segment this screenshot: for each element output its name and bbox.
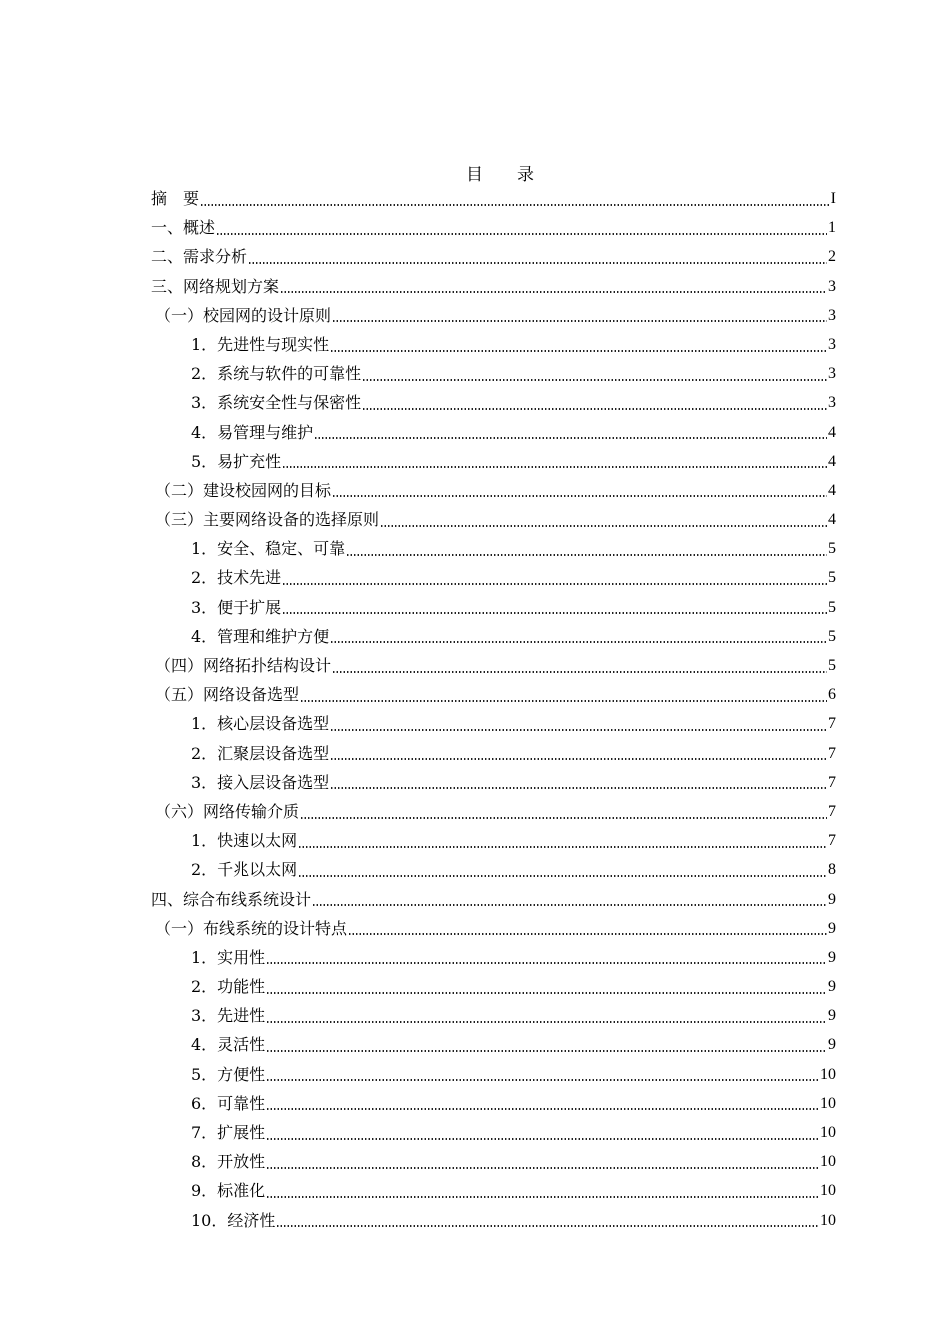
toc-dot-leader [330, 350, 827, 352]
toc-entry-label: 6．可靠性 [191, 1093, 266, 1113]
toc-entry[interactable] [151, 768, 836, 797]
toc-entry-page-number: 1 [828, 219, 836, 237]
toc-entry[interactable] [151, 943, 836, 972]
toc-entry-label: （一）校园网的设计原则 [155, 305, 332, 325]
toc-entry[interactable] [151, 855, 836, 884]
toc-entry-page-number: 9 [828, 890, 836, 908]
toc-entry-label: 2．汇聚层设备选型 [191, 743, 330, 763]
toc-entry[interactable] [151, 826, 836, 855]
toc-entry-label: 三、网络规划方案 [151, 276, 280, 296]
toc-entry-page-number: 5 [828, 569, 836, 587]
toc-dot-leader [276, 1225, 819, 1227]
toc-dot-leader [266, 1196, 819, 1198]
toc-dot-leader [362, 408, 827, 410]
toc-entry[interactable] [151, 563, 836, 592]
toc-entry[interactable] [151, 213, 836, 242]
toc-dot-leader [266, 992, 827, 994]
toc-entry-label: （一）布线系统的设计特点 [155, 918, 348, 938]
toc-dot-leader [266, 1167, 819, 1169]
toc-entry[interactable] [151, 330, 836, 359]
toc-entry-page-number: 5 [828, 540, 836, 558]
toc-entry[interactable] [151, 593, 836, 622]
toc-entry-label: 3．先进性 [191, 1006, 266, 1026]
toc-entry-page-number: 5 [828, 627, 836, 645]
toc-entry-label: 5．方便性 [191, 1064, 266, 1084]
toc-entry-page-number: I [830, 190, 836, 207]
toc-entry[interactable] [151, 797, 836, 826]
toc-entry-page-number: 10 [820, 1153, 836, 1171]
toc-entry[interactable] [151, 242, 836, 271]
toc-entry-label: 5．易扩充性 [191, 451, 282, 471]
toc-dot-leader [312, 904, 827, 906]
toc-entry-label: 1．先进性与现实性 [191, 334, 330, 354]
toc-dot-leader [266, 1108, 819, 1110]
toc-entry-page-number: 8 [828, 861, 836, 879]
toc-entry-page-number: 10 [820, 1211, 836, 1229]
toc-entry-page-number: 6 [828, 686, 836, 704]
toc-entry-label: 9．标准化 [191, 1181, 266, 1201]
toc-entry-label: 1．快速以太网 [191, 831, 298, 851]
toc-entry[interactable] [151, 622, 836, 651]
toc-dot-leader [298, 846, 827, 848]
toc-entry-page-number: 10 [820, 1182, 836, 1200]
toc-dot-leader [362, 379, 827, 381]
toc-entry-label: （二）建设校园网的目标 [155, 480, 332, 500]
toc-entry-page-number: 7 [828, 744, 836, 762]
toc-dot-leader [266, 1050, 827, 1052]
toc-entry[interactable] [151, 272, 836, 301]
toc-entry-page-number: 7 [828, 832, 836, 850]
toc-entry-page-number: 7 [828, 773, 836, 791]
toc-entry[interactable] [151, 301, 836, 330]
toc-entry[interactable] [151, 885, 836, 914]
toc-entry-page-number: 5 [828, 598, 836, 616]
toc-dot-leader [348, 933, 827, 935]
toc-entry-label: 2．技术先进 [191, 568, 282, 588]
toc-entry-label: 3．接入层设备选型 [191, 772, 330, 792]
toc-dot-leader [314, 437, 827, 439]
toc-entry-label: 2．千兆以太网 [191, 860, 298, 880]
toc-dot-leader [332, 495, 827, 497]
toc-entry-page-number: 7 [828, 802, 836, 820]
toc-entry-label: （五）网络设备选型 [155, 685, 300, 705]
toc-entry-label: 1．实用性 [191, 947, 266, 967]
toc-entry-label: 1．安全、稳定、可靠 [191, 539, 346, 559]
toc-entry-label: 二、需求分析 [151, 247, 248, 267]
toc-dot-leader [330, 787, 827, 789]
toc-entry[interactable] [151, 739, 836, 768]
toc-entry[interactable] [151, 418, 836, 447]
toc-entry-page-number: 4 [828, 452, 836, 470]
toc-entry-page-number: 9 [828, 919, 836, 937]
toc-entry-page-number: 5 [828, 657, 836, 674]
toc-dot-leader [280, 291, 827, 293]
toc-dot-leader [266, 962, 827, 964]
toc-entry-label: 4．管理和维护方便 [191, 626, 330, 646]
toc-entry[interactable] [151, 972, 836, 1001]
toc-entry-label: 摘 要 [151, 189, 200, 208]
toc-entry-label: 7．扩展性 [191, 1123, 266, 1142]
toc-entry-page-number: 4 [828, 481, 836, 499]
toc-entry[interactable] [151, 505, 836, 534]
toc-entry[interactable] [151, 1089, 836, 1118]
toc-entry[interactable] [151, 651, 836, 680]
toc-dot-leader [330, 641, 827, 643]
toc-entry-label: 3．便于扩展 [191, 597, 282, 617]
toc-entry-label: 8．开放性 [191, 1152, 266, 1172]
toc-entry[interactable] [151, 184, 836, 213]
toc-dot-leader [300, 817, 827, 819]
toc-entry-label: 4．易管理与维护 [191, 422, 314, 442]
toc-entry-label: 1．核心层设备选型 [191, 714, 330, 734]
toc-entry[interactable] [151, 1030, 836, 1059]
toc-entry-label: 一、概述 [151, 218, 216, 238]
toc-entry-page-number: 9 [828, 948, 836, 966]
toc-entry-label: 4．灵活性 [191, 1035, 266, 1055]
toc-entry-label: 2．功能性 [191, 977, 266, 997]
toc-dot-leader [282, 583, 827, 585]
toc-entry-label: 四、综合布线系统设计 [151, 889, 312, 909]
toc-entry-page-number: 3 [828, 394, 836, 412]
toc-entry-page-number: 4 [828, 423, 836, 441]
toc-entry[interactable] [151, 1001, 836, 1030]
toc-dot-leader [330, 758, 827, 760]
toc-dot-leader [332, 671, 827, 673]
toc-entry[interactable] [151, 680, 836, 709]
toc-entry[interactable] [151, 447, 836, 476]
toc-entry[interactable] [151, 476, 836, 505]
toc-dot-leader [332, 320, 827, 322]
toc-dot-leader [216, 233, 827, 235]
toc-entry[interactable] [151, 359, 836, 388]
toc-entry-page-number: 3 [828, 277, 836, 295]
toc-entry[interactable] [151, 1206, 836, 1235]
toc-entry[interactable] [151, 534, 836, 563]
toc-entry[interactable] [151, 1147, 836, 1176]
toc-entry-label: （三）主要网络设备的选择原则 [155, 510, 380, 530]
toc-entry-page-number: 4 [828, 511, 836, 529]
toc-entry-label: （四）网络拓扑结构设计 [155, 656, 332, 675]
toc-entry-label: 10．经济性 [191, 1210, 276, 1230]
toc-dot-leader [200, 204, 830, 206]
toc-entry-page-number: 10 [820, 1124, 836, 1141]
toc-entry-page-number: 10 [820, 1065, 836, 1083]
toc-entry-page-number: 7 [828, 715, 836, 733]
toc-title: 目 录 [466, 165, 534, 185]
toc-entry-page-number: 3 [828, 365, 836, 383]
toc-entry[interactable] [151, 1118, 836, 1147]
toc-entry[interactable] [151, 388, 836, 417]
toc-dot-leader [266, 1021, 827, 1023]
toc-dot-leader [298, 875, 827, 877]
toc-entry[interactable] [151, 1176, 836, 1205]
toc-dot-leader [266, 1079, 819, 1081]
toc-entry[interactable] [151, 709, 836, 738]
toc-entry-page-number: 9 [828, 1036, 836, 1054]
toc-dot-leader [330, 729, 827, 731]
toc-entry-label: 2．系统与软件的可靠性 [191, 364, 362, 384]
toc-dot-leader [282, 466, 827, 468]
toc-entry[interactable] [151, 914, 836, 943]
toc-dot-leader [380, 525, 827, 527]
table-of-contents [151, 184, 836, 1235]
toc-entry-label: （六）网络传输介质 [155, 801, 300, 821]
toc-dot-leader [282, 612, 827, 614]
toc-entry-page-number: 9 [828, 1007, 836, 1025]
toc-dot-leader [248, 262, 827, 264]
toc-dot-leader [266, 1138, 819, 1140]
toc-entry-label: 3．系统安全性与保密性 [191, 393, 362, 413]
toc-entry-page-number: 9 [828, 978, 836, 996]
toc-entry-page-number: 3 [828, 306, 836, 324]
toc-dot-leader [300, 700, 827, 702]
toc-entry[interactable] [151, 1060, 836, 1089]
toc-entry-page-number: 3 [828, 335, 836, 353]
toc-entry-page-number: 2 [828, 248, 836, 266]
toc-entry-page-number: 10 [820, 1094, 836, 1112]
toc-dot-leader [346, 554, 827, 556]
